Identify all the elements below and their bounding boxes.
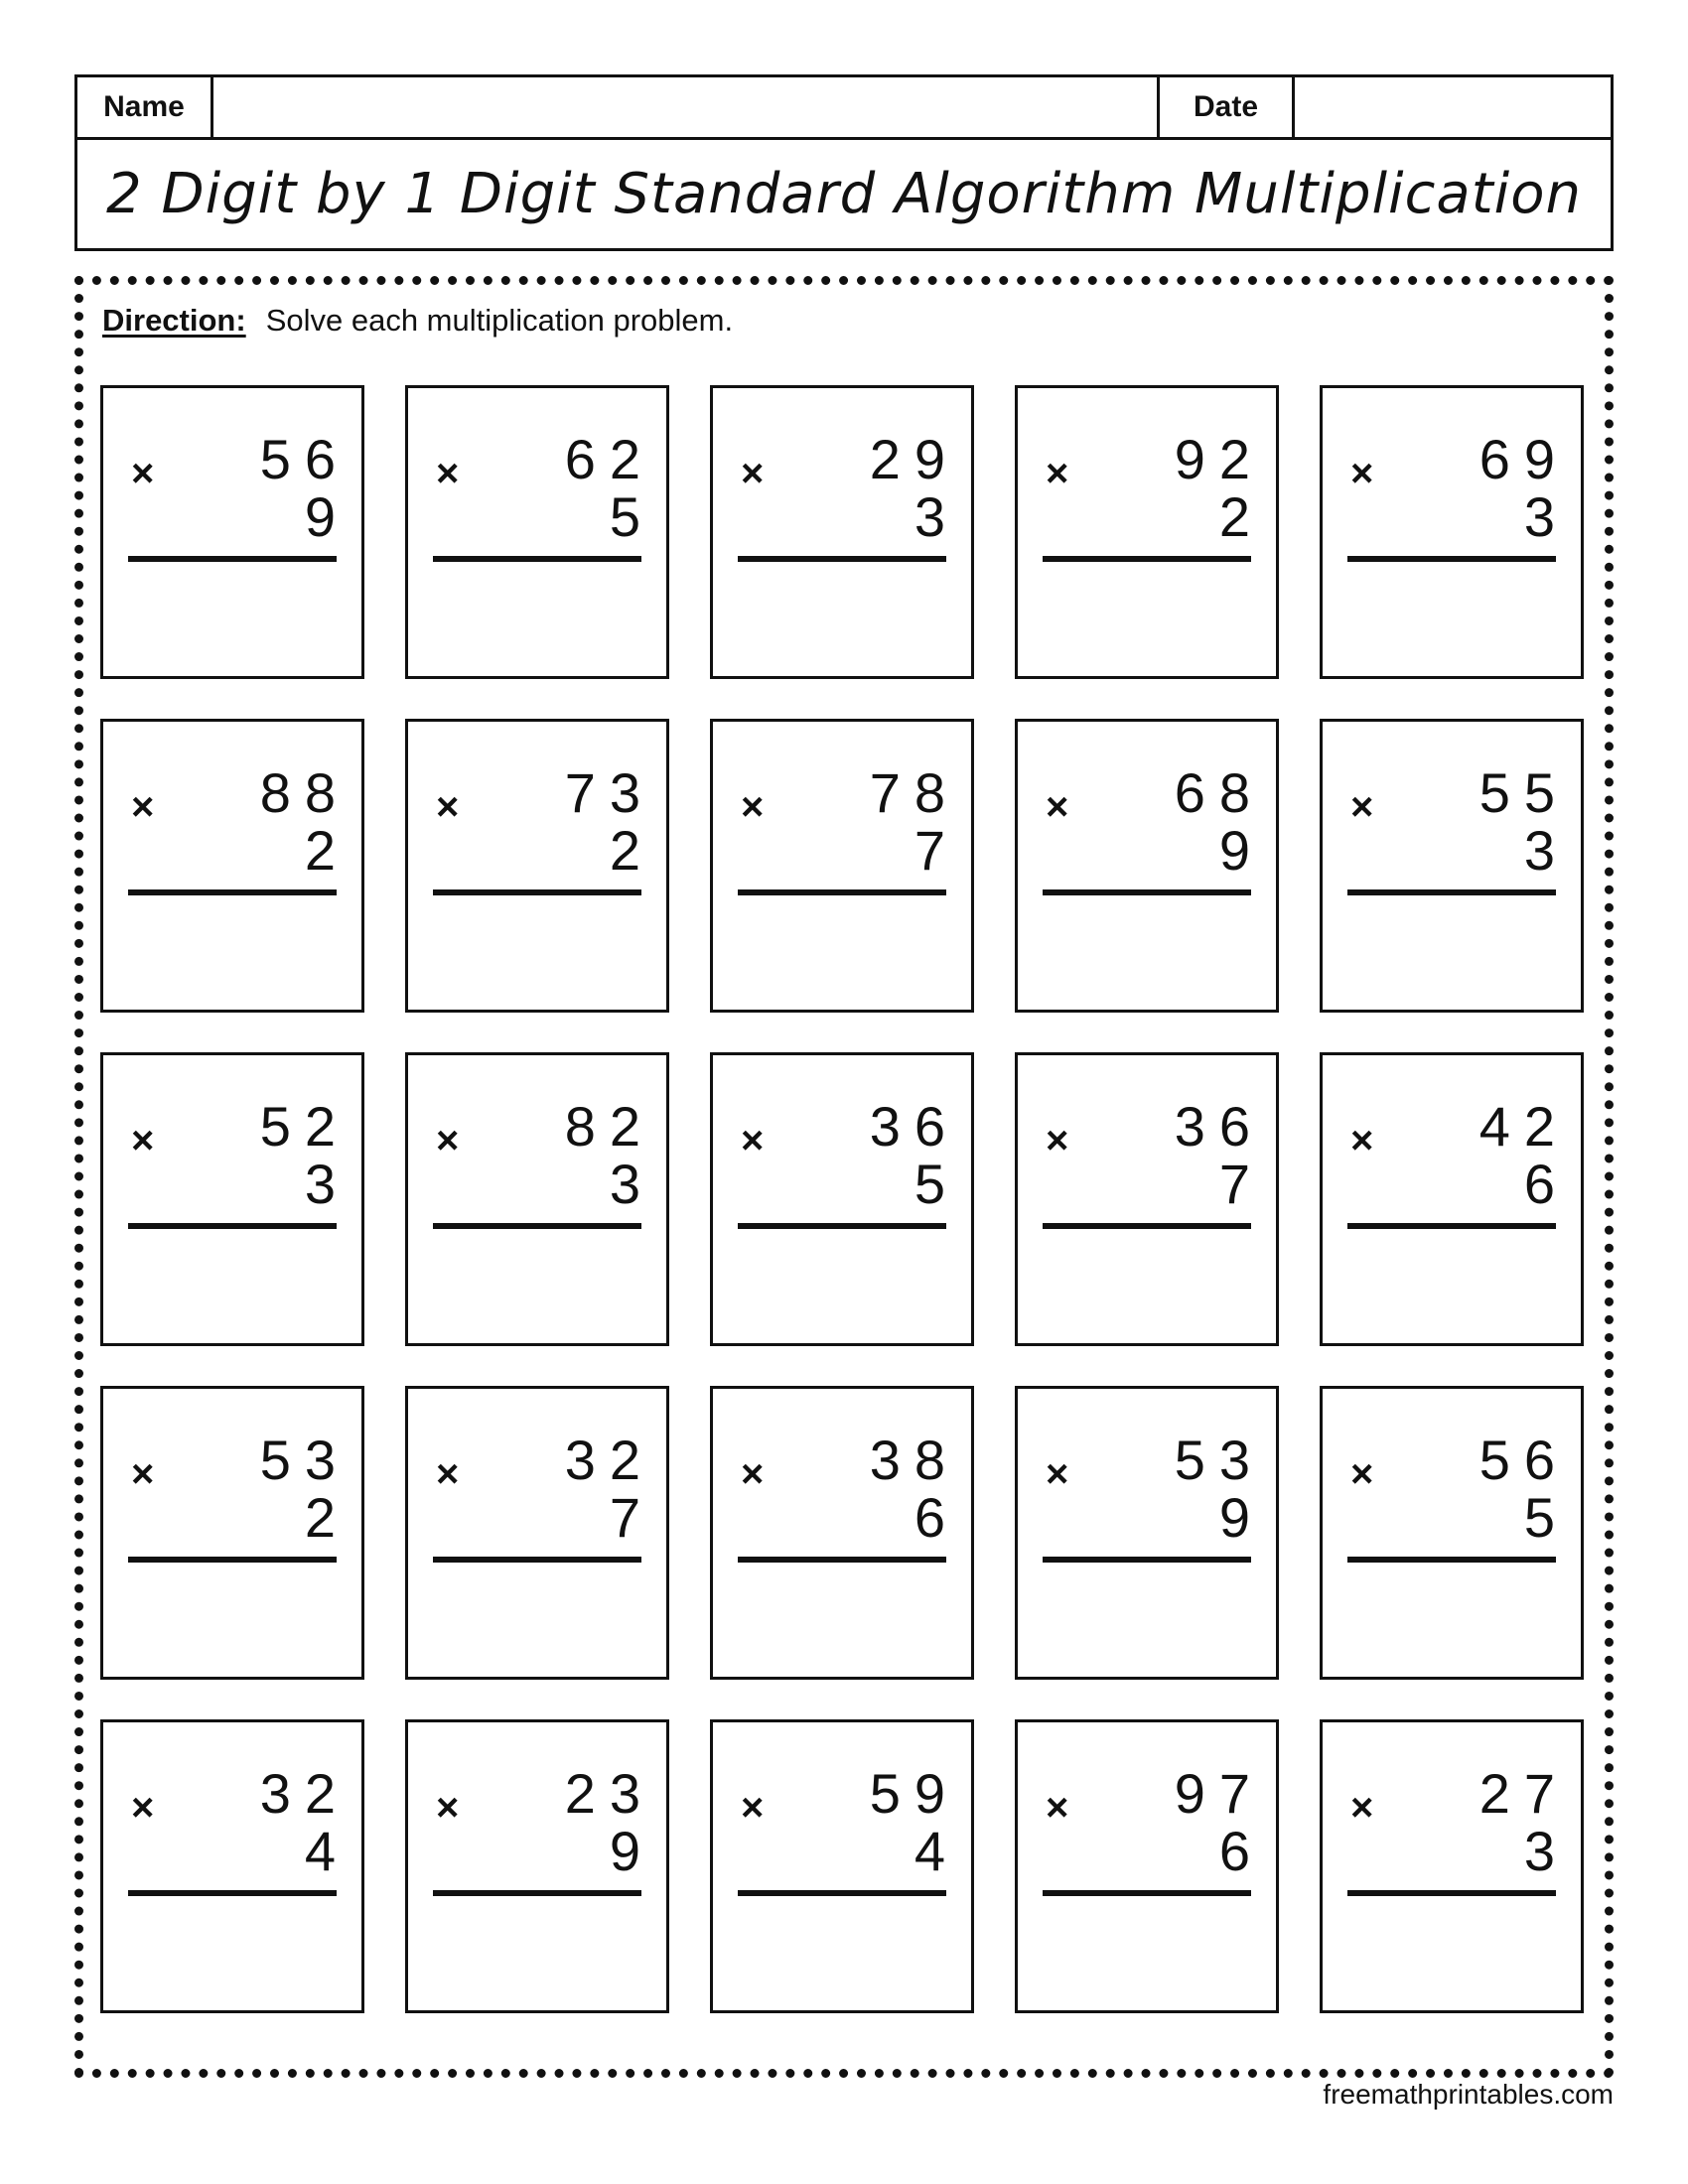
multiply-sign: × (1046, 1786, 1069, 1830)
name-field[interactable] (213, 77, 1160, 137)
multiply-sign: × (741, 1119, 765, 1162)
multiply-sign: × (1350, 1119, 1374, 1162)
multiplicand: 97 (1174, 1762, 1264, 1825)
answer-line (128, 1557, 337, 1563)
answer-line (433, 556, 641, 562)
footer-source: freemathprintables.com (1323, 2079, 1614, 2110)
multiplicand: 36 (869, 1095, 959, 1158)
answer-line (738, 1557, 946, 1563)
multiplicand: 32 (564, 1429, 654, 1491)
answer-line (1347, 1890, 1556, 1896)
multiplier: 7 (1218, 1153, 1264, 1215)
date-field[interactable] (1295, 77, 1611, 137)
answer-line (433, 889, 641, 895)
answer-line (128, 1890, 337, 1896)
problem-card[interactable] (100, 1719, 364, 2013)
problem-card[interactable] (1320, 1719, 1584, 2013)
problem-grid (100, 385, 1586, 2015)
direction-label: Direction: (102, 303, 246, 338)
multiply-sign: × (131, 1119, 155, 1162)
direction (102, 303, 733, 339)
multiplicand: 32 (259, 1762, 350, 1825)
multiplicand: 69 (1478, 428, 1569, 490)
multiplier: 3 (1523, 819, 1569, 882)
multiply-sign: × (741, 1786, 765, 1830)
multiplier: 2 (304, 819, 350, 882)
multiplier: 5 (1523, 1486, 1569, 1549)
multiplicand: 52 (259, 1095, 350, 1158)
multiplicand: 68 (1174, 761, 1264, 824)
multiplier: 9 (609, 1820, 654, 1882)
answer-line (1043, 1557, 1251, 1563)
multiplicand: 53 (259, 1429, 350, 1491)
answer-line (1347, 556, 1556, 562)
problem-card[interactable] (405, 1386, 669, 1680)
multiplicand: 62 (564, 428, 654, 490)
multiplicand: 56 (259, 428, 350, 490)
multiplicand: 38 (869, 1429, 959, 1491)
multiply-sign: × (1350, 1452, 1374, 1496)
multiply-sign: × (436, 785, 460, 829)
problem-card[interactable] (710, 1719, 974, 2013)
problem-card[interactable] (1015, 385, 1279, 679)
answer-line (1043, 1890, 1251, 1896)
answer-line (738, 1223, 946, 1229)
multiplicand: 53 (1174, 1429, 1264, 1491)
multiply-sign: × (1046, 785, 1069, 829)
answer-line (1043, 889, 1251, 895)
multiplier: 5 (914, 1153, 959, 1215)
problem-card[interactable] (405, 1052, 669, 1346)
multiplier: 3 (609, 1153, 654, 1215)
problem-card[interactable] (1015, 1719, 1279, 2013)
multiplicand: 42 (1478, 1095, 1569, 1158)
direction-text: Solve each multiplication problem. (265, 303, 734, 338)
multiply-sign: × (1350, 1786, 1374, 1830)
multiply-sign: × (1046, 452, 1069, 495)
multiplicand: 55 (1478, 761, 1569, 824)
multiply-sign: × (741, 785, 765, 829)
multiplicand: 78 (869, 761, 959, 824)
answer-line (128, 889, 337, 895)
answer-line (738, 556, 946, 562)
multiplier: 2 (1218, 485, 1264, 548)
answer-line (1347, 1223, 1556, 1229)
problem-card[interactable] (1320, 385, 1584, 679)
multiplicand: 73 (564, 761, 654, 824)
problem-card[interactable] (100, 719, 364, 1013)
name-label: Name (77, 77, 213, 137)
name-date-row (77, 77, 1611, 140)
multiply-sign: × (436, 1119, 460, 1162)
multiply-sign: × (131, 1786, 155, 1830)
multiply-sign: × (741, 452, 765, 495)
multiplicand: 36 (1174, 1095, 1264, 1158)
problem-card[interactable] (1320, 1386, 1584, 1680)
multiply-sign: × (436, 452, 460, 495)
multiplier: 3 (914, 485, 959, 548)
problem-card[interactable] (405, 385, 669, 679)
multiplier: 4 (914, 1820, 959, 1882)
multiplicand: 92 (1174, 428, 1264, 490)
multiplier: 7 (914, 819, 959, 882)
multiply-sign: × (436, 1786, 460, 1830)
problem-card[interactable] (405, 1719, 669, 2013)
multiply-sign: × (741, 1452, 765, 1496)
problem-card[interactable] (1015, 1052, 1279, 1346)
problem-card[interactable] (710, 1052, 974, 1346)
multiply-sign: × (1350, 452, 1374, 495)
answer-line (433, 1557, 641, 1563)
answer-line (128, 1223, 337, 1229)
answer-line (433, 1890, 641, 1896)
problem-card[interactable] (100, 385, 364, 679)
multiplicand: 23 (564, 1762, 654, 1825)
multiplicand: 27 (1478, 1762, 1569, 1825)
multiplier: 6 (1218, 1820, 1264, 1882)
multiplier: 3 (1523, 1820, 1569, 1882)
answer-line (1043, 1223, 1251, 1229)
problem-card[interactable] (1320, 719, 1584, 1013)
multiply-sign: × (436, 1452, 460, 1496)
multiplier: 9 (1218, 819, 1264, 882)
multiplicand: 59 (869, 1762, 959, 1825)
worksheet-header (74, 74, 1614, 251)
multiplicand: 56 (1478, 1429, 1569, 1491)
multiply-sign: × (1046, 1452, 1069, 1496)
multiply-sign: × (131, 1452, 155, 1496)
problem-card[interactable] (100, 1386, 364, 1680)
problem-card[interactable] (405, 719, 669, 1013)
multiplier: 2 (304, 1486, 350, 1549)
answer-line (1347, 1557, 1556, 1563)
multiplier: 6 (1523, 1153, 1569, 1215)
multiplier: 6 (914, 1486, 959, 1549)
answer-line (738, 1890, 946, 1896)
multiplier: 3 (1523, 485, 1569, 548)
problem-card[interactable] (710, 1386, 974, 1680)
answer-line (128, 556, 337, 562)
problem-card[interactable] (100, 1052, 364, 1346)
problem-card[interactable] (1015, 719, 1279, 1013)
multiplier: 3 (304, 1153, 350, 1215)
multiplicand: 88 (259, 761, 350, 824)
multiply-sign: × (1046, 1119, 1069, 1162)
problem-card[interactable] (1320, 1052, 1584, 1346)
multiplier: 4 (304, 1820, 350, 1882)
problem-card[interactable] (710, 719, 974, 1013)
problem-card[interactable] (1015, 1386, 1279, 1680)
multiplier: 9 (304, 485, 350, 548)
multiplier: 5 (609, 485, 654, 548)
multiplier: 7 (609, 1486, 654, 1549)
answer-line (1347, 889, 1556, 895)
multiplicand: 82 (564, 1095, 654, 1158)
problem-card[interactable] (710, 385, 974, 679)
date-label: Date (1160, 77, 1295, 137)
multiplicand: 29 (869, 428, 959, 490)
multiply-sign: × (1350, 785, 1374, 829)
multiply-sign: × (131, 785, 155, 829)
answer-line (1043, 556, 1251, 562)
answer-line (433, 1223, 641, 1229)
answer-line (738, 889, 946, 895)
multiply-sign: × (131, 452, 155, 495)
worksheet-title: 2 Digit by 1 Digit Standard Algorithm Multiplication (106, 162, 1582, 226)
multiplier: 2 (609, 819, 654, 882)
multiplier: 9 (1218, 1486, 1264, 1549)
